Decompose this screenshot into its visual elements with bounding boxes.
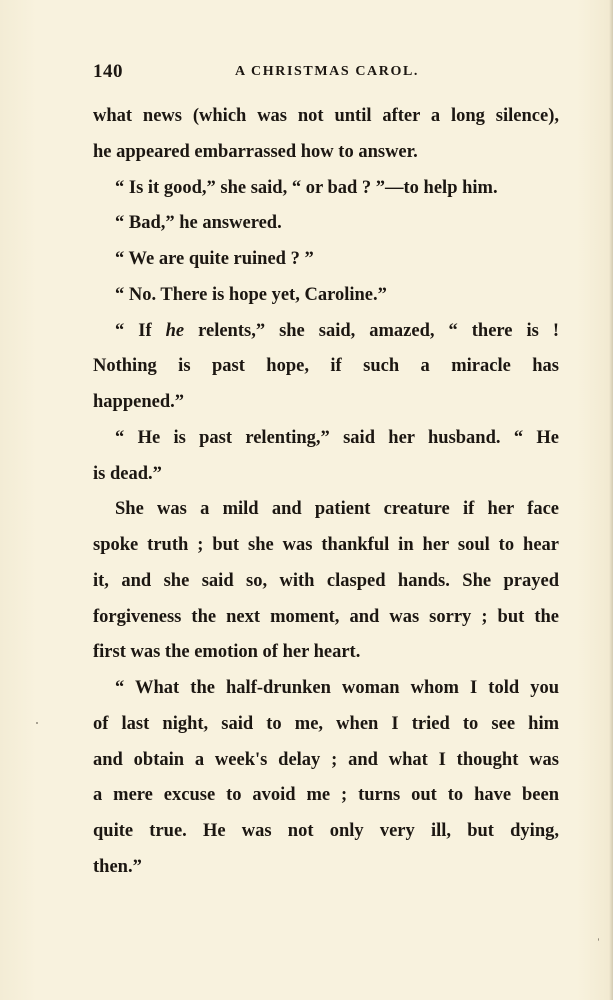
page-text <box>93 101 559 888</box>
book-title: A CHRISTMAS CAROL. <box>235 64 419 79</box>
text-line <box>93 316 559 352</box>
text-line: “ Bad,” he answered. <box>115 213 282 234</box>
text-line: spoke truth ; but she was thankful in her soul to hear <box>93 535 559 555</box>
text-line: She was a mild and patient creature if her face <box>115 499 559 520</box>
paper-speck <box>598 938 599 941</box>
text-line: “ Is it good,” she said, “ or bad ? ”—to help him. <box>115 177 498 198</box>
text-line: “ No. There is hope yet, Caroline.” <box>115 284 387 305</box>
text-line: he appeared embarrassed how to answer. <box>93 141 418 162</box>
text-line: of last night, said to me, when I tried to see him <box>93 713 559 734</box>
text-line: and obtain a week's delay ; and what I thought was <box>93 749 559 770</box>
text-fragment: relents,” she said, amazed, “ there is ! <box>184 320 559 341</box>
text-line: forgiveness the next moment, and was sorry ; but the <box>93 606 559 627</box>
text-line: quite true. He was not only very ill, but dying, <box>93 821 559 841</box>
text-line: “ He is past relenting,” said her husband. “ He <box>115 427 559 448</box>
text-line: “ We are quite ruined ? ” <box>115 249 314 269</box>
text-line: “ What the half-drunken woman whom I told you <box>115 678 559 698</box>
text-line: first was the emotion of her heart. <box>93 642 361 663</box>
text-line: is dead.” <box>93 463 162 484</box>
text-line: it, and she said so, with clasped hands. She prayed <box>93 570 559 591</box>
text-line: happened.” <box>93 392 184 412</box>
text-fragment: “ If <box>115 320 166 341</box>
page-number: 140 <box>93 61 123 82</box>
text-line: Nothing is past hope, if such a miracle has <box>93 356 559 377</box>
text-line: then.” <box>93 856 142 877</box>
text-line: what news (which was not until after a long silence), <box>93 106 559 126</box>
running-head <box>93 61 556 85</box>
page-edge <box>609 0 613 1000</box>
italic-word: he <box>165 320 185 341</box>
paper-speck <box>36 722 38 724</box>
text-line: a mere excuse to avoid me ; turns out to have been <box>93 785 559 806</box>
